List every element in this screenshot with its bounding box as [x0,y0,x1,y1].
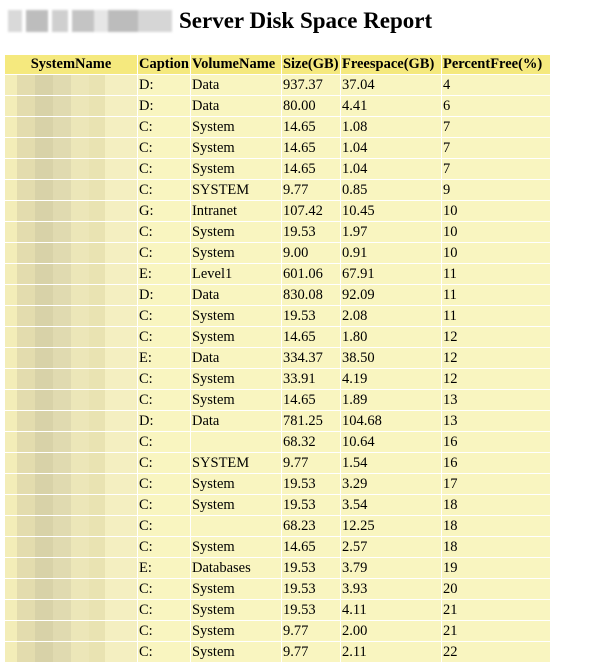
page-title: Server Disk Space Report [179,8,433,33]
cell-percentfree: 19 [442,558,550,578]
header-volumename: VolumeName [191,55,281,74]
cell-percentfree: 17 [442,474,550,494]
cell-systemname-redacted [5,390,137,410]
cell-freespace: 10.64 [341,432,441,452]
cell-freespace: 4.19 [341,369,441,389]
table-row [5,453,550,473]
cell-systemname-redacted [5,558,137,578]
cell-volumename: System [191,474,281,494]
cell-size: 14.65 [282,537,340,557]
cell-systemname-redacted [5,516,137,536]
cell-freespace: 1.97 [341,222,441,242]
cell-size: 830.08 [282,285,340,305]
header-freespace: Freespace(GB) [341,55,441,74]
cell-size: 937.37 [282,75,340,95]
cell-volumename: System [191,495,281,515]
cell-volumename: System [191,537,281,557]
cell-percentfree: 11 [442,264,550,284]
cell-percentfree: 4 [442,75,550,95]
cell-systemname-redacted [5,201,137,221]
table-row [5,159,550,179]
cell-volumename: Data [191,411,281,431]
cell-caption: C: [138,159,190,179]
cell-systemname-redacted [5,306,137,326]
cell-percentfree: 13 [442,411,550,431]
cell-freespace: 1.54 [341,453,441,473]
cell-percentfree: 7 [442,138,550,158]
redacted-systemname [5,243,137,263]
disk-space-table [4,54,551,663]
cell-systemname-redacted [5,621,137,641]
cell-freespace: 0.91 [341,243,441,263]
cell-size: 19.53 [282,306,340,326]
cell-caption: D: [138,75,190,95]
redacted-systemname [5,516,137,536]
redacted-systemname [5,285,137,305]
redacted-systemname [5,390,137,410]
redacted-systemname [5,369,137,389]
cell-size: 33.91 [282,369,340,389]
cell-freespace: 2.00 [341,621,441,641]
redacted-systemname [5,348,137,368]
cell-percentfree: 21 [442,621,550,641]
cell-systemname-redacted [5,327,137,347]
cell-freespace: 37.04 [341,75,441,95]
table-row [5,117,550,137]
table-row [5,264,550,284]
cell-size: 19.53 [282,495,340,515]
cell-caption: C: [138,516,190,536]
cell-percentfree: 10 [442,243,550,263]
table-row [5,369,550,389]
table-row [5,600,550,620]
cell-caption: G: [138,201,190,221]
cell-size: 19.53 [282,600,340,620]
cell-percentfree: 10 [442,201,550,221]
redacted-systemname [5,474,137,494]
cell-freespace: 3.54 [341,495,441,515]
redacted-systemname [5,75,137,95]
cell-systemname-redacted [5,600,137,620]
redacted-systemname [5,306,137,326]
cell-volumename: System [191,600,281,620]
cell-size: 9.77 [282,453,340,473]
cell-systemname-redacted [5,117,137,137]
cell-size: 19.53 [282,474,340,494]
redacted-systemname [5,432,137,452]
cell-percentfree: 18 [442,516,550,536]
table-row [5,348,550,368]
cell-caption: C: [138,327,190,347]
table-row [5,621,550,641]
redacted-systemname [5,411,137,431]
cell-volumename: System [191,642,281,662]
cell-systemname-redacted [5,369,137,389]
cell-freespace: 3.29 [341,474,441,494]
redacted-systemname [5,180,137,200]
cell-systemname-redacted [5,243,137,263]
cell-size: 19.53 [282,222,340,242]
cell-volumename: SYSTEM [191,453,281,473]
cell-percentfree: 20 [442,579,550,599]
cell-percentfree: 7 [442,159,550,179]
cell-size: 14.65 [282,327,340,347]
cell-volumename: System [191,159,281,179]
cell-freespace: 104.68 [341,411,441,431]
cell-freespace: 1.08 [341,117,441,137]
cell-size: 68.23 [282,516,340,536]
redacted-systemname [5,117,137,137]
table-row [5,411,550,431]
table-body [5,75,550,662]
redacted-systemname [5,159,137,179]
cell-size: 14.65 [282,159,340,179]
cell-volumename: System [191,621,281,641]
table-row [5,390,550,410]
redacted-systemname [5,96,137,116]
cell-percentfree: 10 [442,222,550,242]
cell-freespace: 4.41 [341,96,441,116]
cell-systemname-redacted [5,474,137,494]
cell-percentfree: 11 [442,285,550,305]
cell-caption: C: [138,222,190,242]
cell-caption: C: [138,432,190,452]
cell-size: 14.65 [282,390,340,410]
cell-size: 9.77 [282,642,340,662]
cell-systemname-redacted [5,642,137,662]
table-header-row [5,55,550,74]
cell-percentfree: 9 [442,180,550,200]
cell-size: 14.65 [282,138,340,158]
cell-volumename [191,432,281,452]
cell-size: 9.77 [282,180,340,200]
cell-systemname-redacted [5,453,137,473]
cell-caption: D: [138,285,190,305]
redacted-systemname [5,327,137,347]
cell-systemname-redacted [5,180,137,200]
cell-systemname-redacted [5,285,137,305]
table-row [5,306,550,326]
cell-caption: C: [138,180,190,200]
cell-volumename: System [191,369,281,389]
table-row [5,222,550,242]
cell-percentfree: 16 [442,453,550,473]
redacted-systemname [5,201,137,221]
table-row [5,96,550,116]
redacted-systemname [5,453,137,473]
table-row [5,432,550,452]
cell-volumename: System [191,117,281,137]
cell-volumename: System [191,222,281,242]
cell-volumename: Data [191,285,281,305]
cell-size: 80.00 [282,96,340,116]
cell-freespace: 2.57 [341,537,441,557]
cell-freespace: 10.45 [341,201,441,221]
cell-volumename: System [191,327,281,347]
header-systemname: SystemName [5,55,137,74]
cell-volumename: System [191,579,281,599]
cell-freespace: 4.11 [341,600,441,620]
cell-size: 781.25 [282,411,340,431]
cell-systemname-redacted [5,495,137,515]
cell-size: 334.37 [282,348,340,368]
cell-volumename: Intranet [191,201,281,221]
cell-freespace: 0.85 [341,180,441,200]
cell-freespace: 12.25 [341,516,441,536]
cell-caption: C: [138,600,190,620]
cell-size: 19.53 [282,558,340,578]
cell-freespace: 3.93 [341,579,441,599]
cell-volumename: System [191,306,281,326]
table-row [5,495,550,515]
table-row [5,579,550,599]
cell-caption: D: [138,411,190,431]
cell-percentfree: 22 [442,642,550,662]
redacted-systemname [5,558,137,578]
cell-freespace: 38.50 [341,348,441,368]
cell-systemname-redacted [5,579,137,599]
cell-caption: C: [138,306,190,326]
cell-freespace: 2.08 [341,306,441,326]
cell-percentfree: 7 [442,117,550,137]
cell-freespace: 1.80 [341,327,441,347]
cell-systemname-redacted [5,264,137,284]
cell-freespace: 1.04 [341,138,441,158]
header-caption: Caption [139,56,189,72]
cell-freespace: 3.79 [341,558,441,578]
cell-percentfree: 12 [442,369,550,389]
table-row [5,138,550,158]
table-row [5,642,550,662]
cell-caption: C: [138,495,190,515]
cell-volumename: System [191,243,281,263]
cell-caption: E: [138,264,190,284]
cell-systemname-redacted [5,348,137,368]
cell-percentfree: 12 [442,327,550,347]
cell-volumename: Data [191,348,281,368]
cell-systemname-redacted [5,75,137,95]
header-percentfree: PercentFree(%) [442,55,550,74]
cell-freespace: 1.89 [341,390,441,410]
redacted-systemname [5,600,137,620]
cell-size: 14.65 [282,117,340,137]
redacted-systemname [5,537,137,557]
cell-percentfree: 18 [442,495,550,515]
cell-freespace: 1.04 [341,159,441,179]
cell-size: 9.77 [282,621,340,641]
cell-systemname-redacted [5,138,137,158]
table-row [5,537,550,557]
table-row [5,201,550,221]
cell-percentfree: 21 [442,600,550,620]
table-row [5,558,550,578]
cell-percentfree: 13 [442,390,550,410]
cell-systemname-redacted [5,96,137,116]
cell-caption: D: [138,96,190,116]
cell-caption: C: [138,537,190,557]
redacted-systemname [5,264,137,284]
table-row [5,516,550,536]
cell-caption: C: [138,117,190,137]
table-row [5,180,550,200]
cell-percentfree: 18 [442,537,550,557]
cell-systemname-redacted [5,432,137,452]
redacted-systemname [5,642,137,662]
redacted-systemname [5,621,137,641]
cell-size: 9.00 [282,243,340,263]
cell-size: 68.32 [282,432,340,452]
cell-size: 19.53 [282,579,340,599]
cell-caption: C: [138,642,190,662]
cell-caption: C: [138,138,190,158]
cell-systemname-redacted [5,159,137,179]
table-row [5,285,550,305]
cell-caption: C: [138,621,190,641]
cell-caption: E: [138,558,190,578]
cell-volumename: Databases [191,558,281,578]
cell-percentfree: 6 [442,96,550,116]
cell-caption: E: [138,348,190,368]
cell-caption: C: [138,579,190,599]
cell-caption: C: [138,369,190,389]
redacted-systemname [5,222,137,242]
table-row [5,243,550,263]
table-row [5,75,550,95]
cell-systemname-redacted [5,537,137,557]
cell-percentfree: 11 [442,306,550,326]
cell-volumename: System [191,138,281,158]
cell-freespace: 67.91 [341,264,441,284]
cell-volumename: SYSTEM [191,180,281,200]
redacted-company-name [8,10,172,32]
header-size: Size(GB) [282,56,339,72]
redacted-systemname [5,138,137,158]
cell-volumename: System [191,390,281,410]
redacted-systemname [5,579,137,599]
cell-caption: C: [138,453,190,473]
cell-volumename: Data [191,75,281,95]
report-header [8,6,432,36]
redacted-systemname [5,495,137,515]
cell-systemname-redacted [5,411,137,431]
cell-size: 107.42 [282,201,340,221]
table-row [5,327,550,347]
cell-volumename: Level1 [191,264,281,284]
cell-freespace: 2.11 [341,642,441,662]
cell-percentfree: 12 [442,348,550,368]
table-row [5,474,550,494]
cell-caption: C: [138,390,190,410]
cell-percentfree: 16 [442,432,550,452]
cell-size: 601.06 [282,264,340,284]
cell-volumename: Data [191,96,281,116]
cell-freespace: 92.09 [341,285,441,305]
cell-caption: C: [138,474,190,494]
cell-systemname-redacted [5,222,137,242]
cell-caption: C: [138,243,190,263]
cell-volumename [191,516,281,536]
